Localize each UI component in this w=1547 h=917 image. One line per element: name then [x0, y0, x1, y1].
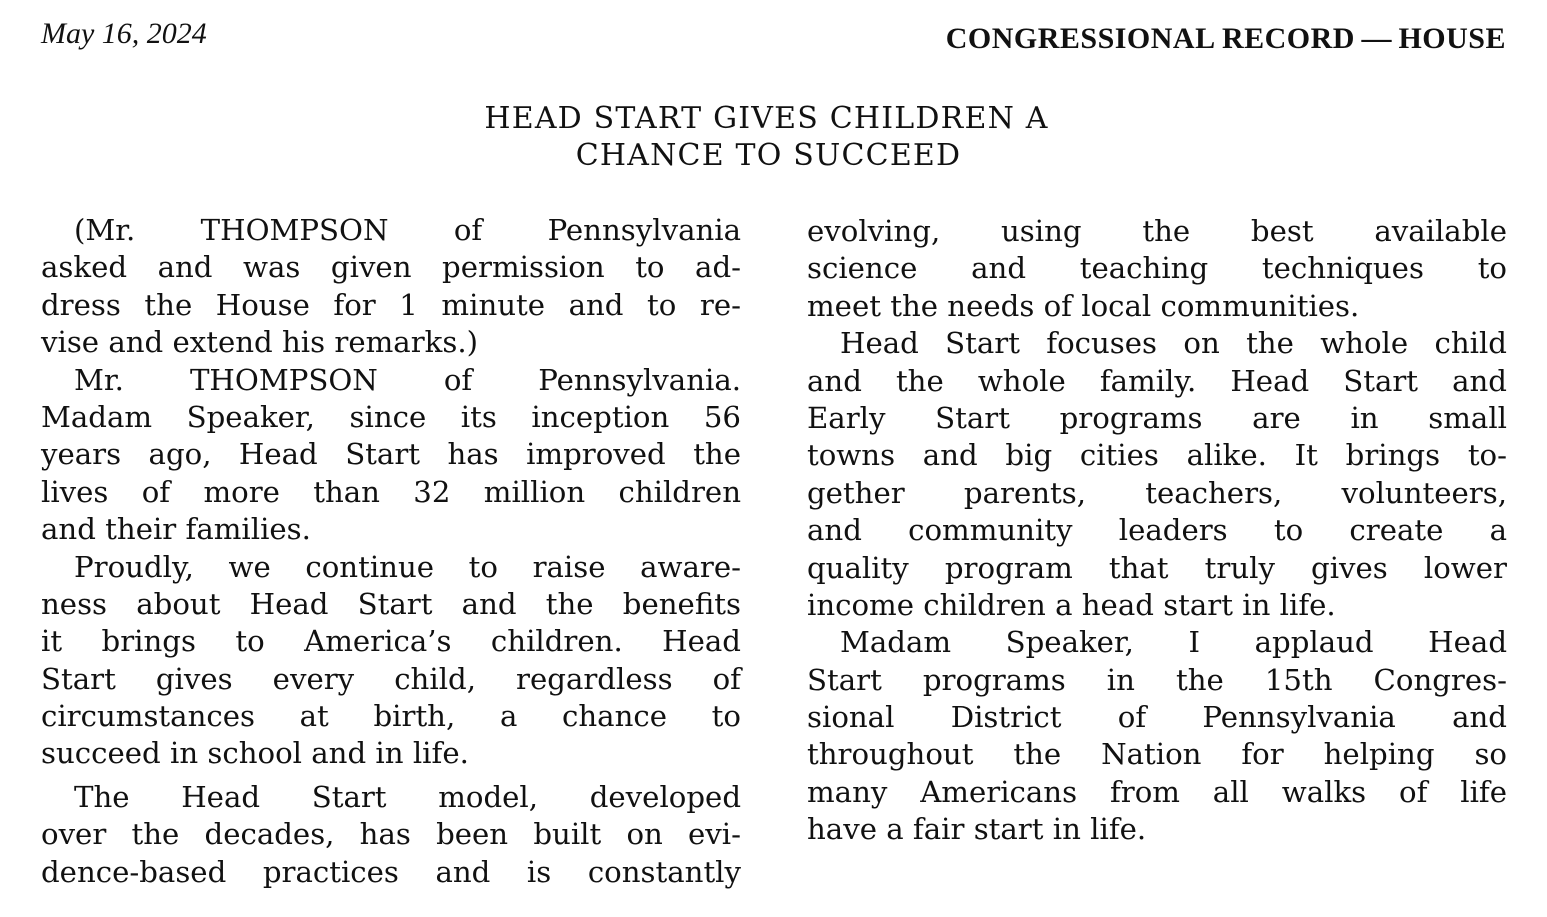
text-line: Start gives every child, regardless of: [41, 661, 741, 696]
article-title-line-2: CHANCE TO SUCCEED: [575, 138, 962, 173]
text-line: (Mr. THOMPSON of Pennsylvania: [74, 213, 741, 247]
text-line: it brings to America’s children. Head: [41, 624, 741, 659]
text-line: meet the needs of local communities.: [807, 288, 1360, 323]
text-line: vise and extend his remarks.): [41, 325, 478, 360]
text-line: have a fair start in life.: [807, 812, 1147, 847]
text-line: and their families.: [41, 512, 311, 547]
text-line: Early Start programs are in small: [807, 400, 1507, 435]
text-line: The Head Start model, developed: [74, 779, 741, 814]
text-line: Mr. THOMPSON of Pennsylvania.: [74, 362, 741, 397]
text-line: circumstances at birth, a chance to: [41, 699, 741, 734]
text-line: and the whole family. Head Start and: [807, 363, 1507, 398]
text-line: Head Start focuses on the whole child: [840, 326, 1507, 361]
text-line: asked and was given permission to ad-: [41, 250, 741, 285]
text-line: dress the House for 1 minute and to re-: [41, 287, 741, 322]
text-line: Madam Speaker, since its inception 56: [41, 399, 741, 434]
record-date: May 16, 2024: [41, 17, 207, 50]
text-line: throughout the Nation for helping so: [807, 737, 1507, 772]
text-line: gether parents, teachers, volunteers,: [807, 475, 1507, 510]
left-column: [41, 212, 741, 891]
text-line: Start programs in the 15th Congres-: [807, 662, 1507, 697]
text-line: lives of more than 32 million children: [41, 474, 741, 509]
text-line: evolving, using the best available: [807, 214, 1507, 248]
right-column: [807, 213, 1507, 849]
text-line: science and teaching techniques to: [807, 251, 1507, 286]
text-line: income children a head start in life.: [807, 587, 1336, 622]
text-line: and community leaders to create a: [807, 513, 1507, 548]
text-line: ness about Head Start and the benefits: [41, 586, 741, 621]
text-line: over the decades, has been built on evi-: [41, 817, 741, 852]
text-line: succeed in school and in life.: [41, 736, 469, 771]
text-line: Proudly, we continue to raise aware-: [74, 549, 741, 584]
text-line: dence-based practices and is constantly: [41, 854, 741, 889]
text-line: sional District of Pennsylvania and: [807, 700, 1507, 735]
text-line: towns and big cities alike. It brings to-: [807, 438, 1507, 473]
text-line: quality program that truly gives lower: [807, 550, 1507, 585]
text-line: years ago, Head Start has improved the: [41, 437, 741, 472]
text-line: many Americans from all walks of life: [807, 774, 1507, 809]
publication-heading: CONGRESSIONAL RECORD — HOUSE: [945, 22, 1506, 55]
text-line: Madam Speaker, I applaud Head: [840, 625, 1507, 660]
article-title-line-1: HEAD START GIVES CHILDREN A: [484, 101, 1049, 136]
